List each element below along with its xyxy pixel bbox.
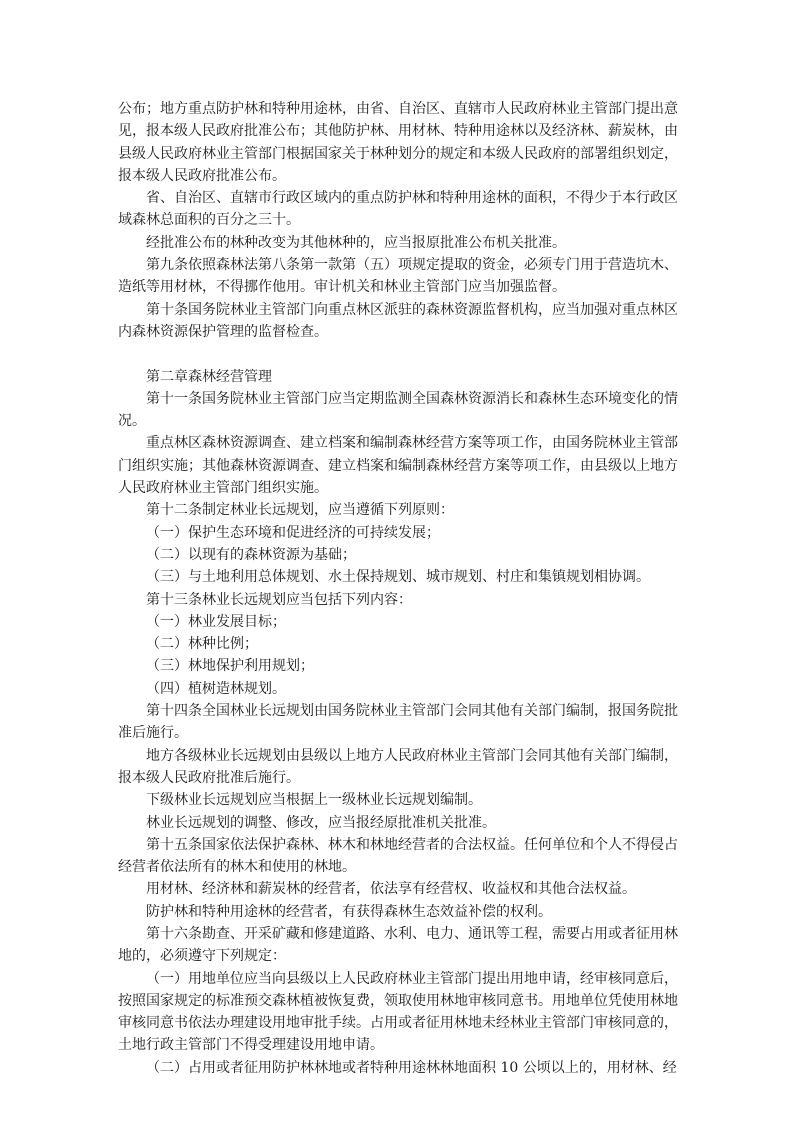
paragraph: 林业长远规划的调整、修改，应当报经原批准机关批准。: [146, 814, 496, 831]
article-15: 第十五条国家依法保护森林、林木和林地经营者的合法权益。任何单位和个人不得侵占经营者依法所有的林木和使用的林地。: [118, 836, 678, 876]
paragraph: 省、自治区、直辖市行政区域内的重点防护林和特种用途林的面积，不得少于本行政区域森林总面积的百分之三十。: [118, 190, 678, 229]
list-item: （三）与土地利用总体规划、水土保持规划、城市规划、村庄和集镇规划相协调。: [146, 569, 650, 586]
article-16: 第十六条勘查、开采矿藏和修建道路、水利、电力、通讯等工程，需要占用或者征用林地的，必须遵守下列规定：: [118, 925, 678, 965]
document-body: [118, 98, 678, 1079]
list-item: （二）林种比例；: [146, 636, 258, 653]
chapter-heading: 第二章森林经营管理: [146, 368, 272, 385]
paragraph: 用材林、经济林和薪炭林的经营者，依法享有经营权、收益权和其他合法权益。: [146, 881, 636, 898]
article-13: 第十三条林业长远规划应当包括下列内容：: [146, 591, 412, 608]
article-10: 第十条国务院林业主管部门向重点林区派驻的森林资源监督机构，应当加强对重点林区内森林资源保护管理的监督检查。: [118, 301, 678, 340]
list-item: （三）林地保护利用规划；: [146, 658, 314, 675]
paragraph: 地方各级林业长远规划由县级以上地方人民政府林业主管部门会同其他有关部门编制，报本级人民政府批准后施行。: [118, 747, 678, 786]
article-12: 第十二条制定林业长远规划，应当遵循下列原则：: [146, 502, 454, 519]
article-11: 第十一条国务院林业主管部门应当定期监测全国森林资源消长和森林生态环境变化的情况。: [118, 390, 678, 430]
article-9: 第九条依照森林法第八条第一款第（五）项规定提取的资金，必须专门用于营造坑木、造纸等用材林，不得挪作他用。审计机关和林业主管部门应当加强监督。: [118, 257, 678, 296]
paragraph: 防护林和特种用途林的经营者，有获得森林生态效益补偿的权利。: [146, 903, 552, 920]
paragraph: 重点林区森林资源调查、建立档案和编制森林经营方案等项工作，由国务院林业主管部门组织实施；其他森林资源调查、建立档案和编制森林经营方案等项工作，由县级以上地方人民政府林业主管部门组织实施。: [118, 435, 678, 497]
list-item: （二）占用或者征用防护林林地或者特种用途林林地面积 10 公顷以上的，用材林、经: [146, 1059, 677, 1076]
list-item: （四）植树造林规划。: [146, 680, 286, 697]
paragraph: 下级林业长远规划应当根据上一级林业长远规划编制。: [146, 792, 482, 809]
list-item: （二）以现有的森林资源为基础；: [146, 546, 356, 563]
list-item: （一）林业发展目标；: [146, 613, 286, 630]
list-item: （一）保护生态环境和促进经济的可持续发展；: [146, 524, 440, 541]
blank-line: [118, 343, 678, 365]
list-item: （一）用地单位应当向县级以上人民政府林业主管部门提出用地申请，经审核同意后，按照国家规定的标准预交森林植被恢复费，领取使用林地审核同意书。用地单位凭使用林地审核同意书依法办理建设用地审批手续。占用或者征用林地未经林业主管部门审核同意的，土地行政主管部门不得受理建设用地申请。: [118, 970, 678, 1054]
article-14: 第十四条全国林业长远规划由国务院林业主管部门会同其他有关部门编制，报国务院批准后施行。: [118, 703, 678, 742]
paragraph-continuation: 公布；地方重点防护林和特种用途林，由省、自治区、直辖市人民政府林业主管部门提出意见，报本级人民政府批准公布；其他防护林、用材林、特种用途林以及经济林、薪炭林，由县级人民政府林业主管部门根据国家关于林种划分的规定和本级人民政府的部署组织划定，报本级人民政府批准公布。: [118, 101, 678, 184]
paragraph: 经批准公布的林种改变为其他林种的，应当报原批准公布机关批准。: [146, 234, 566, 251]
